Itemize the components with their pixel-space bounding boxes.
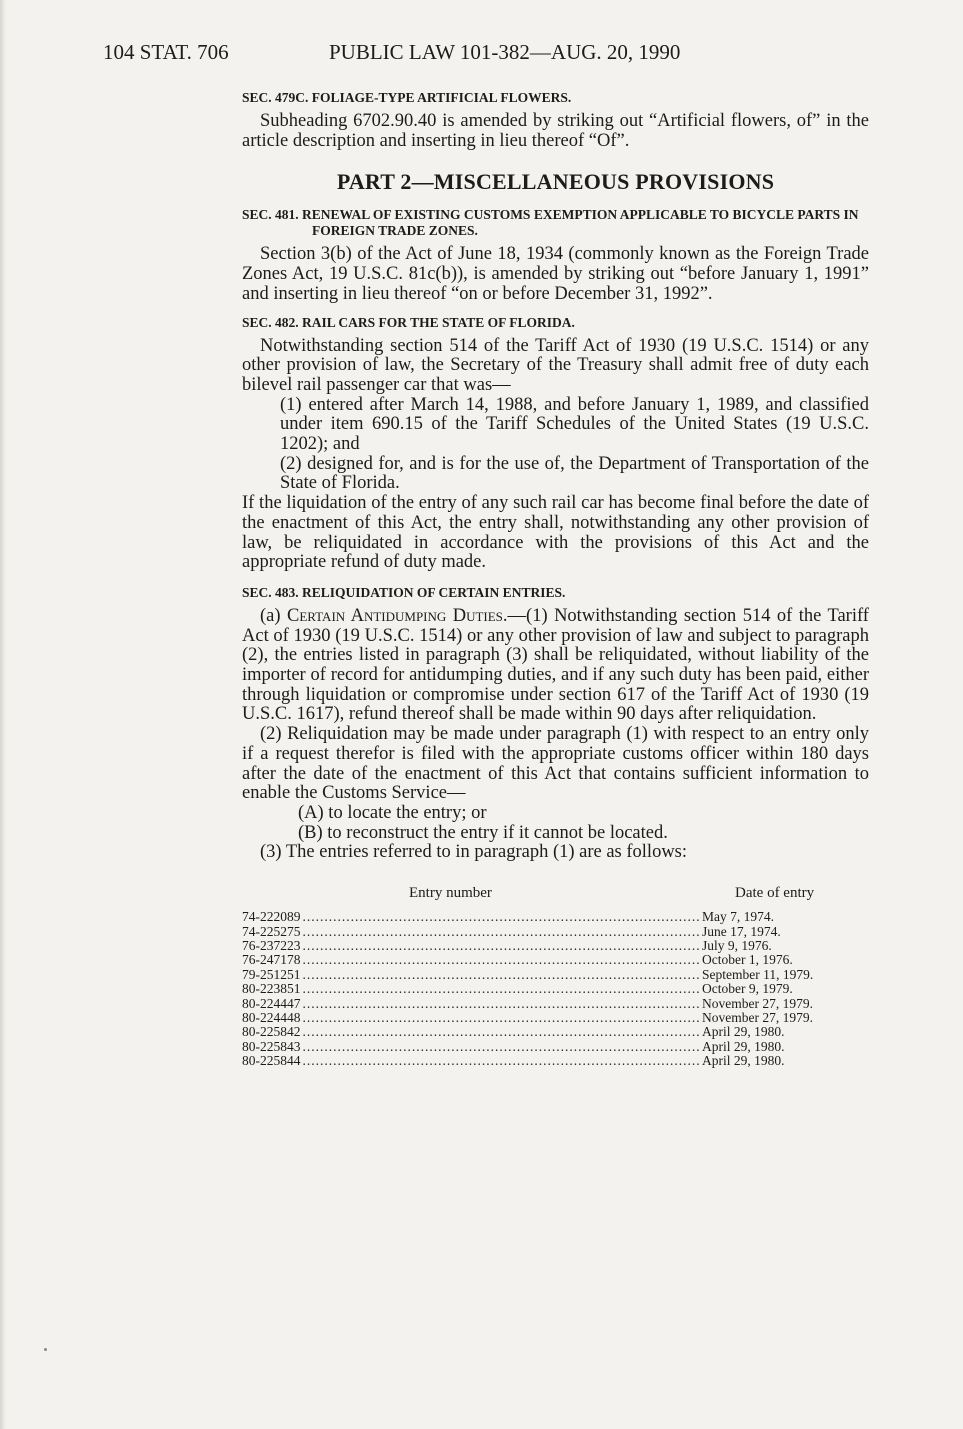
entry-number: 80-223851 — [242, 981, 301, 997]
table-rows — [242, 910, 869, 1068]
section-intro: Notwithstanding section 514 of the Tariff Act of 1930 (19 U.S.C. 1514) or any other provision of law, the Secretary of the Treasury shall admit free of duty each bilevel rail passenger car that was— — [242, 335, 869, 395]
entry-number-header: Entry number — [409, 885, 492, 902]
paragraph-3: (3) The entries referred to in paragraph (1) are as follows: — [260, 842, 688, 863]
dot-leader — [303, 982, 701, 996]
paragraph-1: (1) entered after March 14, 1988, and before January 1, 1989, and classified under item 690.15 of the Tariff Schedules of the United States (19 U.S.C. 1202); and — [280, 394, 869, 455]
part-title: PART 2—MISCELLANEOUS PROVISIONS — [336, 169, 775, 195]
table-row — [242, 982, 869, 996]
dot-leader — [303, 939, 701, 953]
dot-leader — [303, 925, 701, 939]
entry-date: April 29, 1980. — [702, 1024, 785, 1040]
section-481 — [242, 207, 869, 304]
dot-leader — [303, 1011, 701, 1025]
section-483 — [242, 585, 869, 863]
entry-date: November 27, 1979. — [702, 1009, 813, 1025]
entry-date: May 7, 1974. — [702, 909, 774, 925]
section-heading: SEC. 481. RENEWAL OF EXISTING CUSTOMS EXEMPTION APPLICABLE TO BICYCLE PARTS IN FOREIGN TRADE ZONES. — [242, 207, 859, 239]
section-text: Section 3(b) of the Act of June 18, 1934 (commonly known as the Foreign Trade Zones Act, 19 U.S.C. 81c(b)), is amended by striking out “before January 1, 1991” and inserting in lieu thereof “on or before December 31, 1992”. — [242, 244, 869, 304]
dot-leader — [303, 1054, 701, 1068]
section-text: Subheading 6702.90.40 is amended by striking out “Artificial flowers, of” in the article description and inserting in lieu thereof “Of”. — [242, 111, 869, 151]
entry-number: 74-225275 — [242, 923, 301, 939]
entries-table — [242, 885, 869, 1068]
subsection-a-caption: Certain Antidumping Duties. — [286, 605, 508, 626]
table-row — [242, 925, 869, 939]
scan-speck — [44, 1348, 47, 1351]
table-row — [242, 1054, 869, 1068]
entry-number: 79-251251 — [242, 966, 301, 982]
subsection-a-label: (a) — [260, 605, 287, 626]
section-479c — [242, 90, 869, 151]
entry-number: 80-224447 — [242, 995, 301, 1011]
section-482 — [242, 315, 869, 573]
dot-leader — [303, 1040, 701, 1054]
entry-number: 80-225842 — [242, 1024, 301, 1040]
entry-date: September 11, 1979. — [702, 966, 814, 982]
subsection-a — [242, 607, 869, 725]
table-row — [242, 910, 869, 924]
table-row — [242, 953, 869, 967]
table-row — [242, 997, 869, 1011]
public-law-title: PUBLIC LAW 101-382—AUG. 20, 1990 — [329, 40, 681, 64]
entry-number: 80-224448 — [242, 1009, 301, 1025]
entry-number: 80-225844 — [242, 1053, 301, 1069]
table-row — [242, 939, 869, 953]
table-header — [242, 885, 869, 907]
table-row — [242, 1011, 869, 1025]
dot-leader — [303, 997, 701, 1011]
subsection-a-text: —(1) Notwithstanding section 514 of the Tariff Act of 1930 (19 U.S.C. 1514) or any other provision of law and subject to paragraph (2), the entries listed in paragraph (3) shall be reliquidated, without liability of the importer of record for antidumping duties, and if any such duty has been paid, either through liquidation or compromise under section 617 of the Tariff Act of 1930 (19 U.S.C. 1617), refund thereof shall be made within 90 days after reliquidation. — [242, 605, 869, 725]
entry-number: 80-225843 — [242, 1038, 301, 1054]
dot-leader — [303, 968, 701, 982]
paragraph-2: (2) Reliquidation may be made under paragraph (1) with respect to an entry only if a request therefor is filed with the appropriate customs officer within 180 days after the date of the enactment of this Act that contains sufficient information to enable the Customs Service— — [242, 724, 869, 804]
dot-leader — [303, 910, 701, 924]
entry-date: November 27, 1979. — [702, 995, 813, 1011]
page-edge-shadow — [0, 0, 6, 1429]
section-heading: SEC. 483. RELIQUIDATION OF CERTAIN ENTRIES. — [242, 584, 566, 600]
stat-page-number: 104 STAT. 706 — [103, 40, 229, 64]
table-row — [242, 968, 869, 982]
entry-number: 76-237223 — [242, 937, 301, 953]
entry-date: October 1, 1976. — [702, 952, 793, 968]
entry-date: June 17, 1974. — [702, 923, 781, 939]
subparagraph-b: (B) to reconstruct the entry if it cannot be located. — [298, 822, 668, 843]
dot-leader — [303, 1025, 701, 1039]
section-heading: SEC. 479C. FOLIAGE-TYPE ARTIFICIAL FLOWERS. — [242, 90, 572, 105]
entry-date: October 9, 1979. — [702, 981, 793, 997]
table-row — [242, 1025, 869, 1039]
section-closing: If the liquidation of the entry of any such rail car has become final before the date of the enactment of this Act, the entry shall, notwithstanding any other provision of law, be reliquidated in accordance with the provisions of this Act and the appropriate refund of duty made. — [242, 493, 869, 573]
entry-date: July 9, 1976. — [702, 937, 772, 953]
table-row — [242, 1040, 869, 1054]
date-of-entry-header: Date of entry — [735, 885, 815, 902]
entry-number: 74-222089 — [242, 909, 301, 925]
paragraph-2: (2) designed for, and is for the use of, the Department of Transportation of the State of Florida. — [280, 453, 869, 494]
dot-leader — [303, 953, 701, 967]
section-heading: SEC. 482. RAIL CARS FOR THE STATE OF FLORIDA. — [242, 314, 575, 330]
page-body — [242, 90, 869, 1069]
entry-number: 76-247178 — [242, 952, 301, 968]
entry-date: April 29, 1980. — [702, 1038, 785, 1054]
entry-date: April 29, 1980. — [702, 1053, 785, 1069]
subparagraph-a: (A) to locate the entry; or — [298, 802, 487, 823]
